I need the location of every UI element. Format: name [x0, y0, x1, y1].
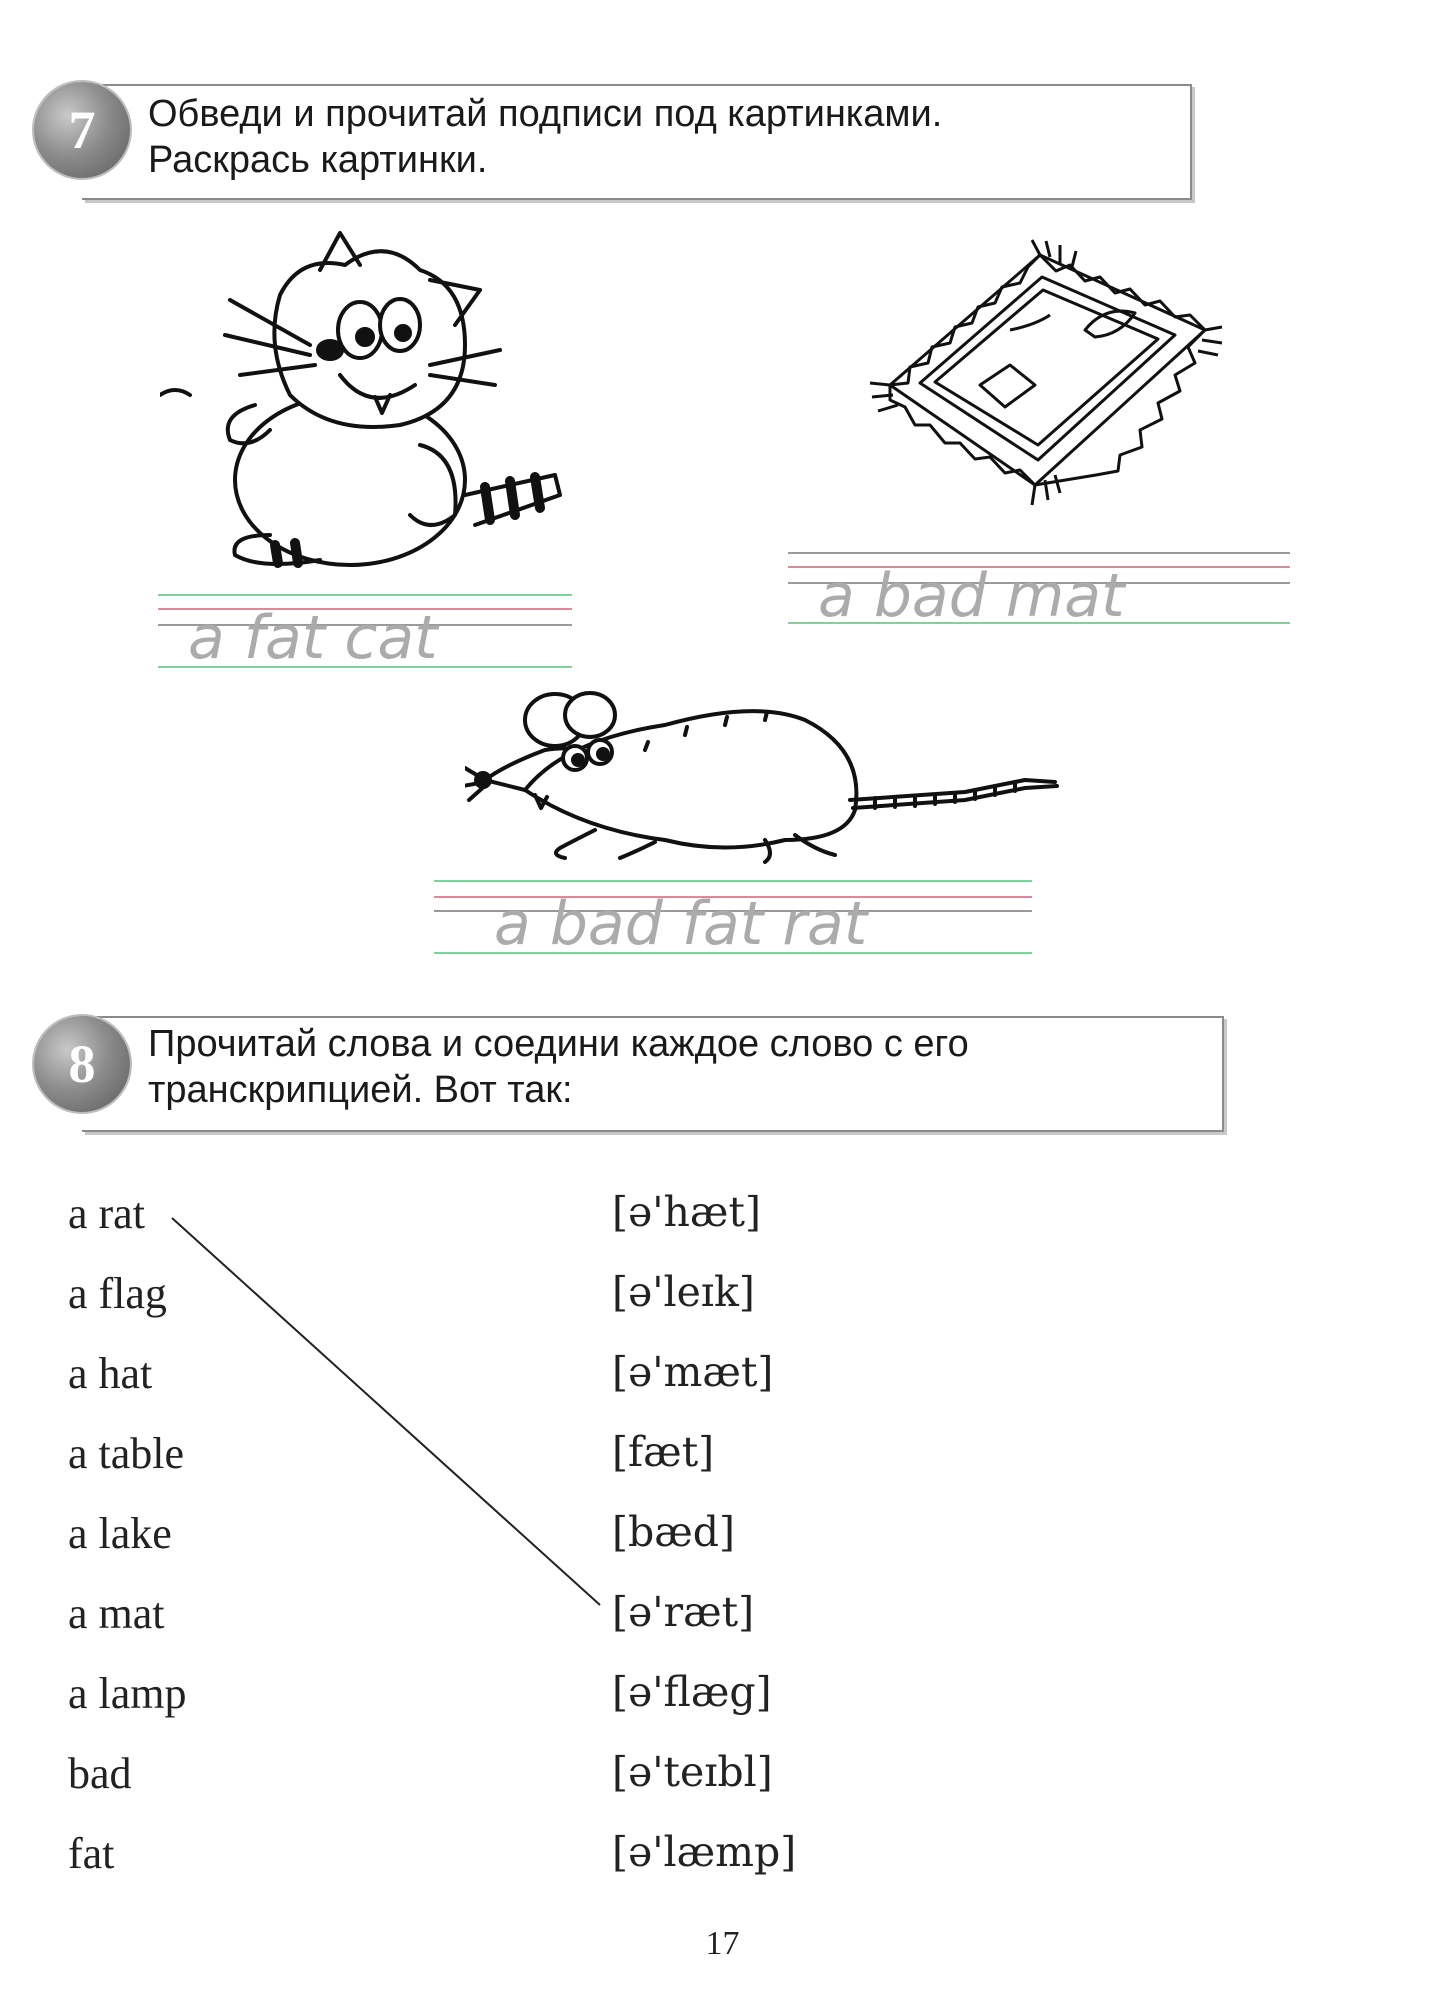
word-item: a lake — [68, 1509, 172, 1558]
transcription-item: [bæd] — [612, 1508, 736, 1556]
task-8-instruction-line-2: транскрипцией. Вот так: — [148, 1069, 573, 1111]
transcription-item: [ə'flæg] — [612, 1668, 772, 1716]
task-8-instruction-line-1: Прочитай слова и соедини каждое слово с его — [148, 1023, 969, 1065]
word-item: fat — [68, 1829, 115, 1878]
word-item: a rat — [68, 1189, 145, 1238]
transcription-item: [ə'teɪbl] — [612, 1748, 773, 1796]
task-7-badge: 7 — [34, 82, 130, 178]
transcription-item: [ə'hæt] — [612, 1188, 761, 1236]
caption-text: a bad fat rat — [494, 889, 868, 959]
word-item: a lamp — [68, 1669, 187, 1718]
word-item: a hat — [68, 1349, 153, 1398]
transcription-item: [fæt] — [612, 1428, 715, 1476]
word-item: a flag — [68, 1269, 167, 1318]
word-item: bad — [68, 1749, 132, 1798]
word-item: a mat — [68, 1589, 165, 1638]
task-8-badge: 8 — [34, 1016, 130, 1112]
caption-text: a fat cat — [188, 603, 438, 673]
word-item: a table — [68, 1429, 185, 1478]
transcription-item: [ə'læmp] — [612, 1828, 797, 1876]
page-number: 17 — [705, 1925, 740, 1962]
task-7-instruction-line-1: Обведи и прочитай подписи под картинками. — [148, 93, 943, 135]
task-7-instruction-line-2: Раскрась картинки. — [148, 139, 488, 181]
transcription-item: [ə'mæt] — [612, 1348, 774, 1396]
caption-text: a bad mat — [818, 561, 1125, 631]
transcription-item: [ə'leɪk] — [612, 1268, 755, 1316]
transcription-item: [ə'ræt] — [612, 1588, 755, 1636]
